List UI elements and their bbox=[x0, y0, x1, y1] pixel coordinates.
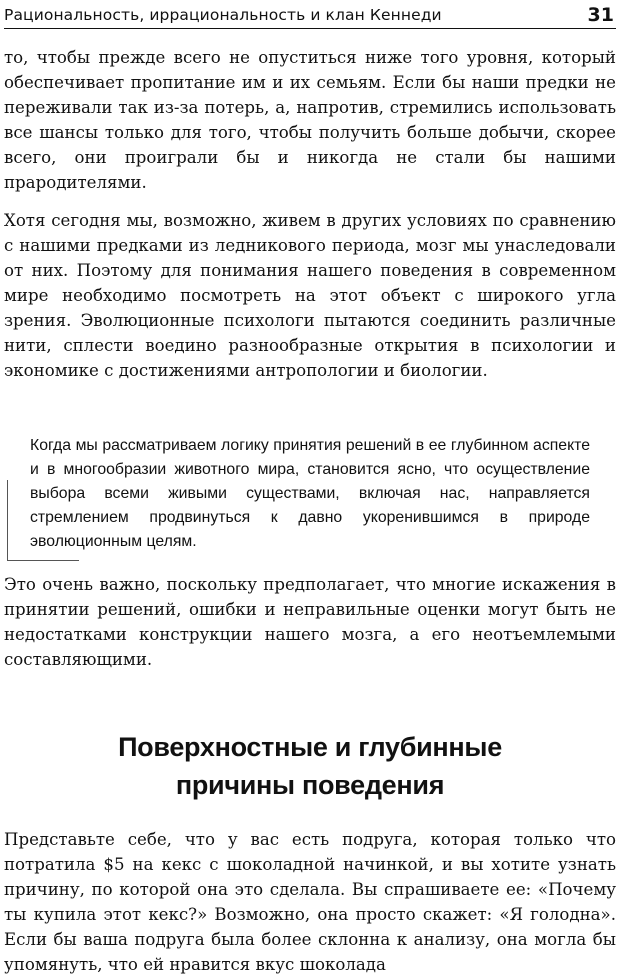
page-number: 31 bbox=[587, 4, 614, 26]
pull-quote-bar bbox=[7, 480, 8, 560]
section-paragraph: Представьте себе, что у вас есть подруга, которая только что потратила $5 на кекс с шоколадной начинкой, и вы хотите узнать причину, по которой она это сделала. Вы спрашиваете ее: «Почему ты купила этот кекс?» Возможно, она просто скажет: «Я голодна». Если бы ваша подруга была более склонна к анализу, она могла бы упомянуть, что ей нравится вкус шоколада bbox=[4, 830, 616, 974]
body-paragraph: то, чтобы прежде всего не опуститься ниже того уровня, который обеспечивает пропитание им и их семьям. Если бы наши предки не переживали так из-за потерь, а, напротив, стремились использовать все шансы только для того, чтобы получить больше добычи, скорее всего, они проиграли бы и никогда не стали бы нашими прародителями. bbox=[4, 48, 616, 192]
running-title: Рациональность, иррациональность и клан Кеннеди bbox=[4, 6, 442, 24]
body-paragraph: Хотя сегодня мы, возможно, живем в других условиях по сравнению с нашими предками из ледникового периода, мозг мы унаследовали от них. Поэтому для понимания нашего поведения в современном мире необходимо посмотреть на этот объект с широкого угла зрения. Эволюционные психологи пытаются соединить различные нити, сплести воедино разнообразные открытия в психологии и экономике с достижениями антропологии и биологии. bbox=[4, 211, 616, 380]
section-heading-line: Поверхностные и глубинные bbox=[118, 732, 502, 762]
section-heading-line: причины поведения bbox=[175, 770, 445, 800]
section-heading bbox=[0, 728, 620, 804]
pull-quote-rule bbox=[7, 560, 79, 561]
pull-quote-text: Когда мы рассматриваем логику принятия решений в ее глубинном аспекте и в многообразии животного мира, становится ясно, что осуществление выбора всеми живыми существами, включая нас, направляется стремлением продвинуться к давно укоренившимся в природе эволюционным целям. bbox=[30, 437, 590, 550]
running-header bbox=[4, 4, 616, 29]
body-paragraph: Это очень важно, поскольку предполагает, что многие искажения в принятии решений, ошибки и неправильные оценки могут быть не недостатками конструкции нашего мозга, а его неотъемлемыми составляющими. bbox=[4, 575, 616, 669]
pull-quote bbox=[4, 434, 616, 562]
